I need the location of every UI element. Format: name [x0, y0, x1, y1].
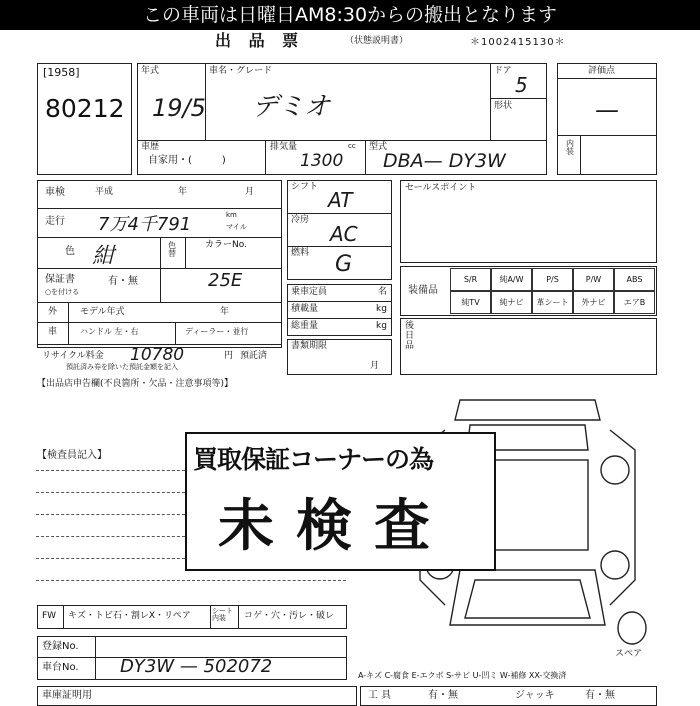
recycle-deposited: 預託済	[240, 351, 268, 361]
jack-label: ジャッキ	[515, 690, 555, 701]
dealer-notes-label: 【出品店申告欄(不良箇所・欠品・注意事項等)】	[37, 379, 234, 389]
tools-label: 工 具	[368, 690, 392, 701]
garage-cert-label: 車庫証明用	[42, 690, 92, 701]
doors-label: ドア	[494, 66, 512, 76]
warranty-label: 保証書	[45, 274, 75, 285]
equipment-cell: 純A/W	[491, 268, 532, 291]
capacity-unit: 名	[378, 287, 388, 297]
jack-options: 有・無	[585, 690, 615, 701]
capacity-label: 乗車定員	[291, 287, 328, 297]
model-type-label: 型式	[369, 142, 388, 152]
fw-label: FW	[42, 611, 57, 621]
period-label: 書類期限	[291, 341, 328, 351]
tools-options: 有・無	[428, 690, 458, 701]
score-value: —	[595, 96, 619, 124]
recycle-yen: 円	[224, 351, 234, 361]
gross-unit: kg	[376, 321, 387, 331]
seat-label: シート内装	[212, 607, 233, 622]
inspection-label: 車検	[45, 187, 65, 198]
chassis-no-label: 車台No.	[42, 662, 79, 673]
foreign-label: 外	[48, 307, 58, 317]
equipment-cell: 革シート	[532, 291, 573, 314]
car-name-value: デミオ	[252, 92, 331, 122]
inspection-month-label: 月	[245, 187, 255, 197]
shift-value: AT	[328, 188, 353, 212]
fuel-label: 燃料	[291, 248, 310, 258]
rear-glass-label: 後日品	[405, 321, 415, 351]
history-label: 車歴	[141, 142, 160, 152]
color-value: 紺	[92, 244, 115, 269]
mileage-unit-mile: マイル	[226, 223, 247, 231]
interior-label: 内装	[566, 139, 574, 156]
equipment-cell: 純TV	[450, 291, 491, 314]
handle-label: ハンドル 左・右	[80, 327, 139, 336]
warranty-options: 有・無	[108, 276, 138, 287]
damage-legend: A-キズ C-腐食 E-エクボ S-サビ U-凹ミ W-補修 XX-交換済	[358, 671, 567, 680]
color-label: 色	[65, 246, 75, 257]
fuel-value: G	[335, 252, 353, 277]
sales-point-label: セールスポイント	[405, 183, 477, 193]
equipment-cell: エアB	[614, 291, 655, 314]
recycle-label: リサイクル料金	[42, 351, 104, 361]
rear-glass-box	[400, 318, 657, 375]
model-type-value: DBA— DY3W	[383, 150, 506, 172]
displacement-value: 1300	[300, 151, 344, 171]
shape-label: 形状	[494, 101, 513, 111]
lot-tag: [1958]	[43, 66, 80, 79]
aircon-label: 冷房	[291, 215, 310, 225]
period-month: 月	[370, 361, 380, 371]
equipment-cell: P/S	[532, 268, 573, 291]
warranty-note: ○を付ける	[45, 288, 80, 296]
mileage-label: 走行	[45, 216, 65, 227]
shift-label: シフト	[291, 182, 319, 192]
spare-label: スペア	[615, 649, 643, 659]
color-change-label: 色替	[168, 241, 176, 258]
mileage-unit-km: km	[226, 211, 237, 219]
dealer-label: ディーラー・並行	[185, 327, 249, 336]
fw-items: キズ・トビ石・割レX・リペア	[68, 611, 191, 621]
equipment-cell: ABS	[614, 268, 655, 291]
car-label: 車	[48, 327, 58, 337]
serial-number: ＊1002415130＊	[470, 37, 566, 48]
inspection-year-label: 年	[178, 187, 188, 197]
equipment-cell: P/W	[573, 268, 614, 291]
displacement-label: 排気量	[270, 142, 298, 152]
seat-items: コゲ・穴・汚レ・破レ	[244, 611, 335, 621]
model-year-label: モデル年式	[80, 307, 125, 317]
notice-banner: この車両は日曜日AM8:30からの搬出となります	[0, 0, 700, 30]
stamp-line1: 買取保証コーナーの為	[193, 445, 434, 474]
doors-value: 5	[515, 73, 528, 97]
aircon-value: AC	[330, 222, 358, 246]
lot-number: 80212	[45, 94, 125, 123]
color-no-value: 25E	[208, 270, 243, 291]
load-label: 積載量	[291, 304, 319, 314]
model-year-unit: 年	[220, 307, 230, 317]
sheet-subtitle: （状態説明書）	[345, 36, 409, 46]
chassis-no-value: DY3W — 502072	[120, 656, 273, 677]
year-label: 年式	[141, 66, 160, 76]
stamp-line2: 未検査	[218, 494, 452, 559]
inspector-label: 【検査員記入】	[37, 450, 107, 461]
sheet-title: 出 品 票	[215, 31, 305, 50]
name-grade-label: 車名・グレード	[209, 66, 273, 76]
load-unit: kg	[376, 304, 387, 314]
equipment-cell: S/R	[450, 268, 491, 291]
equipment-cell: 純ナビ	[491, 291, 532, 314]
score-label: 評価点	[588, 66, 616, 76]
equipment-cell: 外ナビ	[573, 291, 614, 314]
heisei-label: 平成	[95, 187, 114, 197]
year-value: 19/5	[152, 94, 206, 122]
cc-label: cc	[348, 142, 356, 150]
mileage-value: 7万4千791	[98, 214, 192, 235]
equipment-label: 装備品	[408, 285, 438, 296]
gross-label: 総重量	[291, 321, 319, 331]
color-no-label: カラーNo.	[205, 240, 247, 250]
reg-no-label: 登録No.	[42, 641, 79, 652]
history-value: 自家用・( )	[148, 155, 226, 166]
recycle-note: 預託済み券を除いた預託金額を記入	[66, 363, 178, 371]
recycle-value: 10780	[130, 345, 185, 365]
